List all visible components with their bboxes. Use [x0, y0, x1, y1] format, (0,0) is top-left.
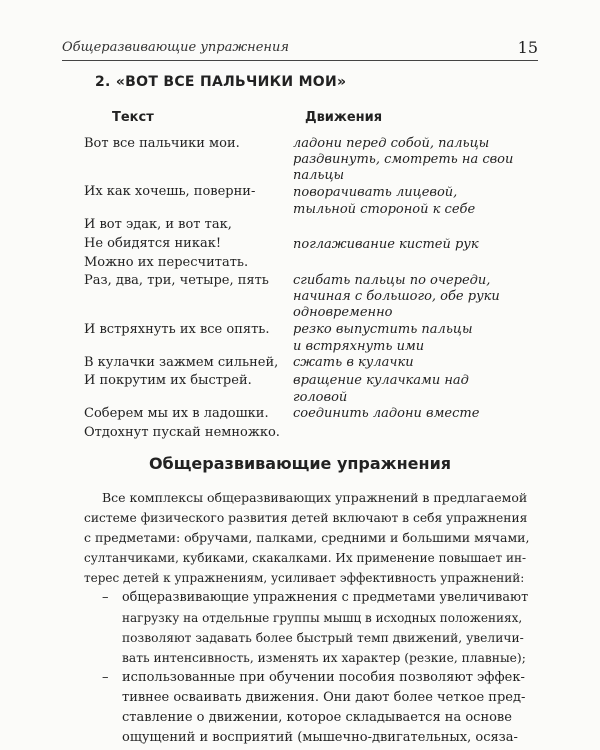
poem-title: 2. «ВОТ ВСЕ ПАЛЬЧИКИ МОИ» — [95, 74, 347, 90]
movement-line: поворачивать лицевой, — [293, 185, 458, 200]
movement-line: поглаживание кистей рук — [293, 237, 479, 252]
poem-text-line: И покрутим их быстрей. — [84, 373, 252, 388]
bullet-line: использованные при обучении пособия позволяют эффек- — [122, 670, 525, 685]
bullet-line: нагрузку на отдельные группы мышц в исходных положениях, — [122, 611, 523, 625]
poem-text-line: Соберем мы их в ладошки. — [84, 406, 269, 421]
poem-text-line: Можно их пересчитать. — [84, 255, 249, 270]
bullet-line: ощущений и восприятий (мышечно-двигательных, осяза- — [122, 730, 518, 745]
poem-text-line: Отдохнут пускай немножко. — [84, 425, 280, 440]
movement-line: одновременно — [293, 305, 393, 320]
poem-text-line: Раз, два, три, четыре, пять — [84, 273, 269, 288]
poem-text-line: Не обидятся никак! — [84, 236, 222, 251]
bullet-line: общеразвивающие упражнения с предметами увеличивают — [122, 590, 529, 605]
poem-text-line: И вот эдак, и вот так, — [84, 217, 232, 232]
page-number: 15 — [517, 38, 538, 57]
column-header-movements: Движения — [305, 110, 383, 125]
header-rule — [62, 60, 538, 61]
bullet-line: вать интенсивность, изменять их характер (резкие, плавные); — [122, 651, 526, 665]
paragraph-line: Все комплексы общеразвивающих упражнений в предлагаемой — [102, 490, 528, 505]
movement-line: тыльной стороной к себе — [293, 202, 476, 217]
movement-line: головой — [293, 390, 348, 405]
bullet-line: тивнее осваивать движения. Они дают более четкое пред- — [122, 690, 526, 705]
running-head-title: Общеразвивающие упражнения — [62, 40, 289, 55]
movement-line: сгибать пальцы по очереди, — [293, 273, 491, 288]
paragraph-line: с предметами: обручами, палками, средними и большими мячами, — [84, 530, 530, 545]
bullet-line: ставление о движении, которое складывается на основе — [122, 710, 512, 725]
paragraph-line: терес детей к упражнениям, усиливает эффективность упражнений: — [84, 571, 525, 585]
bullet-marker: – — [102, 670, 109, 685]
movement-line: начиная с большого, обе руки — [293, 289, 500, 304]
movement-line: вращение кулачками над — [293, 373, 469, 388]
movement-line: пальцы — [293, 168, 345, 183]
movement-line: сжать в кулачки — [293, 355, 414, 370]
movement-line: ладони перед собой, пальцы — [293, 136, 490, 151]
movement-line: и встряхнуть ими — [293, 339, 425, 354]
poem-text-line: Вот все пальчики мои. — [84, 136, 240, 151]
movement-line: резко выпустить пальцы — [293, 322, 473, 337]
poem-text-line: Их как хочешь, поверни- — [84, 184, 256, 199]
running-head — [62, 38, 538, 60]
poem-text-line: И встряхнуть их все опять. — [84, 322, 270, 337]
movement-line: соединить ладони вместе — [293, 406, 480, 421]
movement-line: раздвинуть, смотреть на свои — [293, 152, 514, 167]
paragraph-line: султанчиками, кубиками, скакалками. Их применение повышает ин- — [84, 551, 527, 565]
bullet-line: позволяют задавать более быстрый темп движений, увеличи- — [122, 631, 524, 645]
poem-text-line: В кулачки зажмем сильней, — [84, 355, 279, 370]
column-header-text: Текст — [112, 110, 154, 125]
paragraph-line: системе физического развития детей включают в себя упражнения — [84, 511, 528, 525]
section-heading: Общеразвивающие упражнения — [148, 454, 452, 473]
bullet-marker: – — [102, 590, 109, 605]
